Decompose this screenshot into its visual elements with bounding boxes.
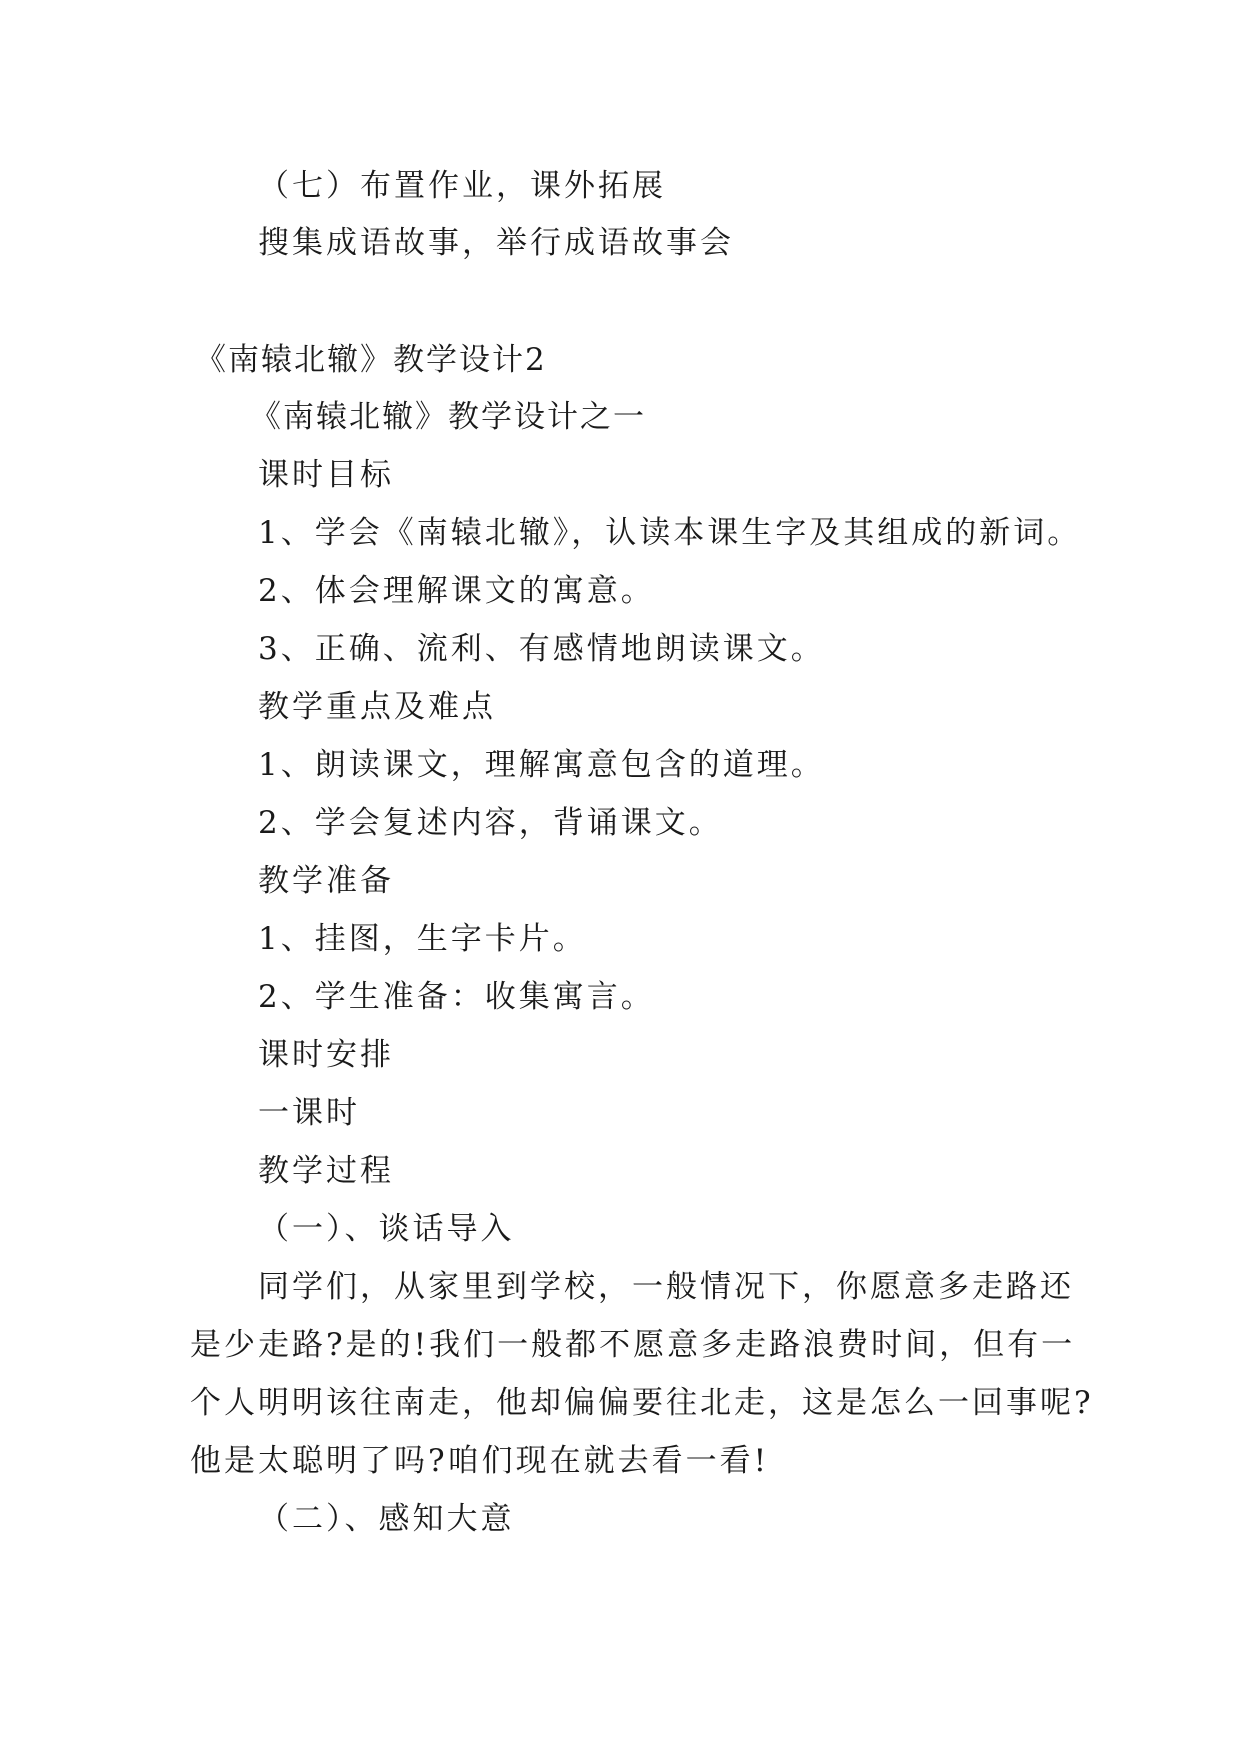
objective-item-2: 2、体会理解课文的寓意。 xyxy=(258,573,655,609)
paragraph-line-1: 同学们，从家里到学校，一般情况下，你愿意多走路还 xyxy=(258,1269,1074,1305)
objective-item-1: 1、学会《南辕北辙》，认读本课生字及其组成的新词。 xyxy=(258,515,1082,551)
heading-preparation: 教学准备 xyxy=(258,863,394,899)
step-heading-2: （二）、感知大意 xyxy=(258,1501,515,1537)
heading-teaching-process: 教学过程 xyxy=(258,1153,394,1189)
heading-lesson-objectives: 课时目标 xyxy=(258,457,394,493)
key-point-item-1: 1、朗读课文，理解寓意包含的道理。 xyxy=(258,747,825,783)
step-heading-1: （一）、谈话导入 xyxy=(258,1211,515,1247)
preparation-item-1: 1、挂图，生字卡片。 xyxy=(258,921,587,957)
schedule-value: 一课时 xyxy=(258,1095,360,1131)
key-point-item-2: 2、学会复述内容，背诵课文。 xyxy=(258,805,723,841)
paragraph-line-4: 他是太聪明了吗?咱们现在就去看一看! xyxy=(190,1443,770,1479)
paragraph-homework: 搜集成语故事，举行成语故事会 xyxy=(258,225,734,261)
paragraph-line-2: 是少走路?是的!我们一般都不愿意多走路浪费时间，但有一 xyxy=(190,1327,1076,1363)
document-title: 《南辕北辙》教学设计2 xyxy=(195,342,547,378)
section-heading-assign-homework: （七）布置作业，课外拓展 xyxy=(258,168,666,204)
preparation-item-2: 2、学生准备：收集寓言。 xyxy=(258,979,655,1015)
heading-schedule: 课时安排 xyxy=(258,1037,394,1073)
paragraph-line-3: 个人明明该往南走，他却偏偏要往北走，这是怎么一回事呢? xyxy=(190,1385,1094,1421)
document-subtitle: 《南辕北辙》教学设计之一 xyxy=(250,399,646,435)
objective-item-3: 3、正确、流利、有感情地朗读课文。 xyxy=(258,631,825,667)
heading-key-points: 教学重点及难点 xyxy=(258,689,496,725)
